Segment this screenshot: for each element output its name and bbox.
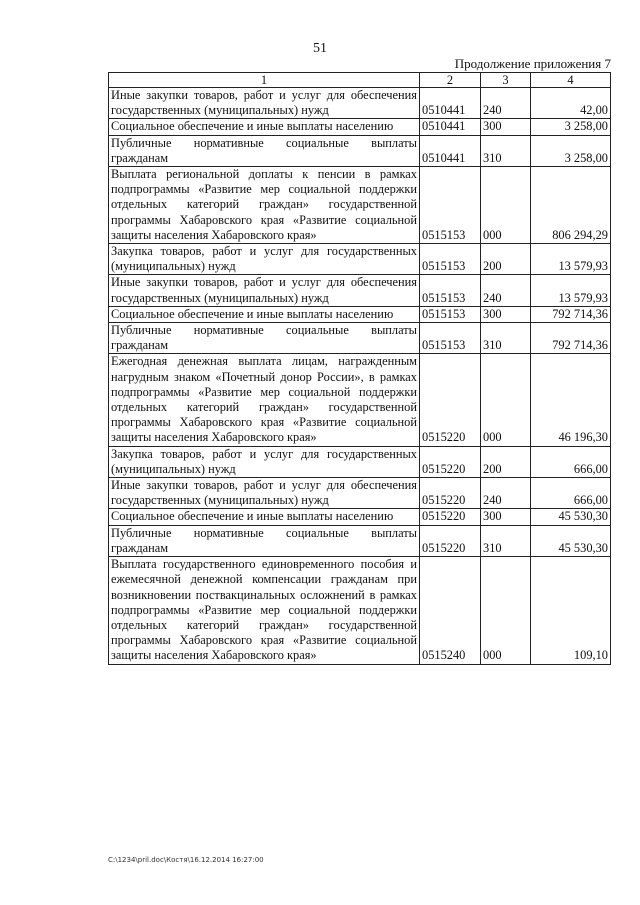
row-amount-cell: 13 579,93 <box>531 275 611 306</box>
row-type-cell: 240 <box>481 88 531 119</box>
header-col-4: 4 <box>531 73 611 88</box>
row-amount-cell: 3 258,00 <box>531 135 611 166</box>
row-code-cell: 0515153 <box>420 306 481 322</box>
row-name-cell: Социальное обеспечение и иные выплаты населению <box>109 509 420 525</box>
row-type-cell: 300 <box>481 509 531 525</box>
row-name-cell: Социальное обеспечение и иные выплаты населению <box>109 119 420 135</box>
row-name-cell: Иные закупки товаров, работ и услуг для обеспечения государственных (муниципальных) нужд <box>109 275 420 306</box>
row-type-cell: 310 <box>481 135 531 166</box>
row-type-cell: 300 <box>481 306 531 322</box>
page-number: 51 <box>313 41 327 56</box>
row-name-cell: Закупка товаров, работ и услуг для государственных (муниципальных) нужд <box>109 244 420 275</box>
table-row <box>109 167 611 244</box>
row-type-cell: 000 <box>481 167 531 244</box>
row-code-cell: 0515153 <box>420 323 481 354</box>
row-name-cell: Публичные нормативные социальные выплаты гражданам <box>109 323 420 354</box>
row-amount-cell: 792 714,36 <box>531 323 611 354</box>
table-row <box>109 478 611 509</box>
row-code-cell: 0515220 <box>420 509 481 525</box>
table-row <box>109 509 611 525</box>
continuation-caption: Продолжение приложения 7 <box>454 56 611 71</box>
row-type-cell: 240 <box>481 478 531 509</box>
table-row <box>109 323 611 354</box>
table-row <box>109 557 611 664</box>
row-code-cell: 0510441 <box>420 135 481 166</box>
header-col-2: 2 <box>420 73 481 88</box>
row-name-cell: Социальное обеспечение и иные выплаты населению <box>109 306 420 322</box>
row-amount-cell: 13 579,93 <box>531 244 611 275</box>
row-type-cell: 240 <box>481 275 531 306</box>
row-code-cell: 0510441 <box>420 119 481 135</box>
row-code-cell: 0515153 <box>420 275 481 306</box>
row-type-cell: 310 <box>481 525 531 556</box>
row-type-cell: 200 <box>481 446 531 477</box>
table-row <box>109 88 611 119</box>
row-code-cell: 0515220 <box>420 525 481 556</box>
table-row <box>109 306 611 322</box>
table-row <box>109 119 611 135</box>
row-amount-cell: 46 196,30 <box>531 354 611 446</box>
row-name-cell: Публичные нормативные социальные выплаты гражданам <box>109 525 420 556</box>
row-code-cell: 0515153 <box>420 167 481 244</box>
row-type-cell: 300 <box>481 119 531 135</box>
row-name-cell: Ежегодная денежная выплата лицам, награжденным нагрудным знаком «Почетный донор России», в рамках подпрограммы «Развитие мер социальной поддержки отдельных категорий граждан» государственной программы Хабаровского края «Развитие социальной защиты населения Хабаровского края» <box>109 354 420 446</box>
row-code-cell: 0510441 <box>420 88 481 119</box>
row-amount-cell: 792 714,36 <box>531 306 611 322</box>
row-code-cell: 0515220 <box>420 446 481 477</box>
row-name-cell: Закупка товаров, работ и услуг для государственных (муниципальных) нужд <box>109 446 420 477</box>
row-type-cell: 200 <box>481 244 531 275</box>
row-type-cell: 310 <box>481 323 531 354</box>
table-row <box>109 446 611 477</box>
table-row <box>109 354 611 446</box>
row-amount-cell: 666,00 <box>531 478 611 509</box>
row-code-cell: 0515153 <box>420 244 481 275</box>
row-type-cell: 000 <box>481 354 531 446</box>
row-name-cell: Публичные нормативные социальные выплаты гражданам <box>109 135 420 166</box>
budget-table <box>108 72 611 665</box>
row-type-cell: 000 <box>481 557 531 664</box>
row-amount-cell: 45 530,30 <box>531 509 611 525</box>
table-row <box>109 275 611 306</box>
header-col-1: 1 <box>109 73 420 88</box>
row-name-cell: Иные закупки товаров, работ и услуг для обеспечения государственных (муниципальных) нужд <box>109 88 420 119</box>
row-code-cell: 0515220 <box>420 478 481 509</box>
row-amount-cell: 109,10 <box>531 557 611 664</box>
row-amount-cell: 806 294,29 <box>531 167 611 244</box>
row-name-cell: Выплата региональной доплаты к пенсии в рамках подпрограммы «Развитие мер социальной поддержки отдельных категорий граждан» государственной программы Хабаровского края «Развитие социальной защиты населения Хабаровского края» <box>109 167 420 244</box>
header-col-3: 3 <box>481 73 531 88</box>
row-amount-cell: 3 258,00 <box>531 119 611 135</box>
row-name-cell: Выплата государственного единовременного пособия и ежемесячной денежной компенсации гражданам при возникновении поствакцинальных осложнений в рамках подпрограммы «Развитие мер социальной поддержки отдельных категорий граждан» государственной программы Хабаровского края «Развитие социальной защиты населения Хабаровского края» <box>109 557 420 664</box>
row-code-cell: 0515240 <box>420 557 481 664</box>
table-row <box>109 135 611 166</box>
row-amount-cell: 42,00 <box>531 88 611 119</box>
file-path-footer: C:\1234\pril.doc\Костя\16.12.2014 16:27:00 <box>108 856 264 864</box>
table-row <box>109 244 611 275</box>
table-header-row <box>109 73 611 88</box>
row-name-cell: Иные закупки товаров, работ и услуг для обеспечения государственных (муниципальных) нужд <box>109 478 420 509</box>
row-amount-cell: 666,00 <box>531 446 611 477</box>
row-amount-cell: 45 530,30 <box>531 525 611 556</box>
row-code-cell: 0515220 <box>420 354 481 446</box>
table-row <box>109 525 611 556</box>
